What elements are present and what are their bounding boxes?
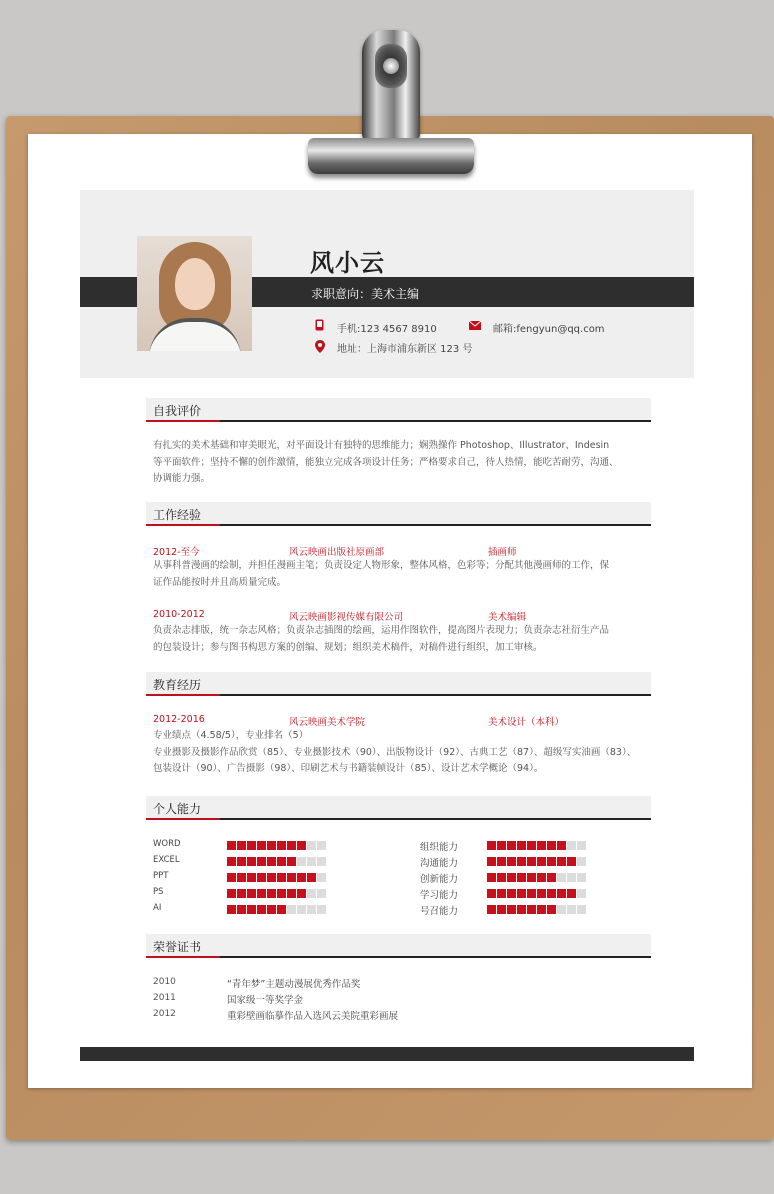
rating-square	[287, 905, 296, 914]
rating-square	[527, 905, 536, 914]
edu-line: 专业摄影及摄影作品欣赏（85）、专业摄影技术（90）、出版物设计（92）、古典工艺（87）、超级写实油画（83）、	[153, 746, 637, 758]
rating-square	[277, 905, 286, 914]
rating-square	[517, 889, 526, 898]
rating-square	[497, 841, 506, 850]
section-title: 荣誉证书	[153, 940, 202, 954]
rating-square	[517, 873, 526, 882]
rating-square	[247, 857, 256, 866]
rating-square	[577, 841, 586, 850]
rating-square	[507, 905, 516, 914]
section-header-education	[146, 672, 651, 696]
honor-year: 2010	[153, 977, 176, 987]
job-role: 美术编辑	[488, 612, 527, 623]
skill-name: PS	[153, 887, 164, 897]
job-description	[153, 558, 647, 591]
rating-square	[317, 905, 326, 914]
rating-square	[497, 873, 506, 882]
skill-name: PPT	[153, 871, 169, 881]
job-intention: 求职意向：美术主编	[311, 287, 420, 301]
binder-clip-base	[308, 138, 474, 174]
rating-square	[237, 841, 246, 850]
skill-name: 学习能力	[420, 890, 459, 901]
rating-square	[247, 889, 256, 898]
rating-square	[527, 857, 536, 866]
rating-square	[317, 841, 326, 850]
job-line: 的包装设计；参与图书构思方案的创编、规划；组织美术稿件，对稿件进行组织，加工审核。	[153, 641, 543, 653]
rating-square	[527, 889, 536, 898]
rating-square	[267, 857, 276, 866]
rating-square	[507, 841, 516, 850]
section-title: 工作经验	[153, 508, 202, 522]
edu-line: 专业绩点（4.58/5），专业排名（5）	[153, 730, 309, 741]
edu-period: 2012-2016	[153, 714, 205, 725]
rating-square	[567, 905, 576, 914]
rating-square	[537, 889, 546, 898]
rating-square	[267, 889, 276, 898]
skill-name: EXCEL	[153, 855, 180, 865]
skill-name: WORD	[153, 839, 181, 849]
rating-square	[257, 873, 266, 882]
job-line: 证作品能按时并且高质量完成。	[153, 576, 287, 588]
skill-rating-bar	[227, 873, 326, 882]
rating-square	[317, 889, 326, 898]
rating-square	[517, 841, 526, 850]
rating-square	[267, 873, 276, 882]
rating-square	[227, 857, 236, 866]
location-pin-icon	[315, 340, 325, 353]
job-description	[153, 623, 647, 656]
rating-square	[557, 905, 566, 914]
rating-square	[227, 873, 236, 882]
mail-icon	[469, 321, 481, 330]
rating-square	[487, 889, 496, 898]
rating-square	[297, 873, 306, 882]
skill-rating-bar	[487, 889, 586, 898]
rating-square	[247, 905, 256, 914]
job-line: 从事科普漫画的绘制，并担任漫画主笔；负责设定人物形象，整体风格，色彩等；分配其他漫画师的工作，保	[153, 560, 610, 571]
self-eval-text	[153, 438, 647, 488]
skill-rating-bar	[227, 857, 326, 866]
rating-square	[247, 873, 256, 882]
rating-square	[517, 905, 526, 914]
skill-name: 组织能力	[420, 842, 459, 853]
skill-name: 创新能力	[420, 874, 459, 885]
job-company: 风云映画出版社原画部	[289, 547, 385, 558]
rating-square	[247, 841, 256, 850]
rating-square	[307, 889, 316, 898]
skill-rating-bar	[487, 841, 586, 850]
skill-rating-bar	[227, 905, 326, 914]
rating-square	[507, 857, 516, 866]
rating-square	[487, 905, 496, 914]
rating-square	[547, 889, 556, 898]
rating-square	[497, 857, 506, 866]
section-header-honors	[146, 934, 651, 958]
rating-square	[557, 841, 566, 850]
rating-square	[287, 841, 296, 850]
rating-square	[557, 889, 566, 898]
rating-square	[317, 873, 326, 882]
phone-text: 手机:123 4567 8910	[337, 324, 437, 335]
skill-rating-bar	[487, 857, 586, 866]
rating-square	[257, 841, 266, 850]
rating-square	[237, 889, 246, 898]
rating-square	[237, 873, 246, 882]
section-title: 个人能力	[153, 802, 202, 816]
rating-square	[257, 905, 266, 914]
rating-square	[307, 857, 316, 866]
honor-text: 国家级一等奖学金	[227, 995, 304, 1006]
rating-square	[557, 857, 566, 866]
rating-square	[567, 841, 576, 850]
rating-square	[307, 841, 316, 850]
rating-square	[297, 889, 306, 898]
rating-square	[567, 873, 576, 882]
rating-square	[307, 905, 316, 914]
edu-description	[153, 728, 647, 778]
skill-name: 号召能力	[420, 906, 459, 917]
rating-square	[487, 873, 496, 882]
rating-square	[497, 905, 506, 914]
rating-square	[277, 857, 286, 866]
job-role: 插画师	[488, 547, 517, 558]
honor-year: 2012	[153, 1009, 176, 1019]
rating-square	[577, 889, 586, 898]
job-company: 风云映画影视传媒有限公司	[289, 612, 404, 623]
rating-square	[287, 889, 296, 898]
skill-rating-bar	[227, 889, 326, 898]
rating-square	[227, 905, 236, 914]
rating-square	[317, 857, 326, 866]
job-period: 2010-2012	[153, 609, 205, 620]
rating-square	[547, 873, 556, 882]
rating-square	[537, 857, 546, 866]
email-text: 邮箱:fengyun@qq.com	[493, 324, 605, 335]
rating-square	[547, 905, 556, 914]
rating-square	[297, 905, 306, 914]
profile-photo	[137, 236, 252, 351]
rating-square	[277, 841, 286, 850]
edu-school: 风云映画美术学院	[289, 717, 366, 728]
self-eval-line: 等平面软件；坚持不懈的创作激情，能独立完成各项设计任务；严格要求自己，待人热情，能吃苦耐劳，沟通、	[153, 456, 619, 468]
rating-square	[287, 857, 296, 866]
rating-square	[507, 873, 516, 882]
rating-square	[497, 889, 506, 898]
skill-rating-bar	[487, 905, 586, 914]
rating-square	[487, 841, 496, 850]
skill-rating-bar	[227, 841, 326, 850]
section-title: 教育经历	[153, 678, 202, 692]
rating-square	[537, 841, 546, 850]
rating-square	[267, 905, 276, 914]
rating-square	[277, 873, 286, 882]
honor-year: 2011	[153, 993, 176, 1003]
section-header-work	[146, 502, 651, 526]
rating-square	[567, 889, 576, 898]
rating-square	[257, 889, 266, 898]
address-text: 地址：上海市浦东新区 123 号	[337, 344, 473, 355]
rating-square	[537, 905, 546, 914]
honor-text: 重彩壁画临摹作品入选风云美院重彩画展	[227, 1011, 399, 1022]
rating-square	[487, 857, 496, 866]
skill-name: AI	[153, 903, 162, 913]
honor-text: “青年梦”主题动漫展优秀作品奖	[227, 979, 361, 990]
rating-square	[577, 905, 586, 914]
rating-square	[227, 889, 236, 898]
rating-square	[297, 841, 306, 850]
skill-rating-bar	[487, 873, 586, 882]
section-title: 自我评价	[153, 404, 202, 418]
section-header-skills	[146, 796, 651, 820]
self-eval-line: 协调能力强。	[153, 473, 211, 484]
rating-square	[267, 841, 276, 850]
rating-square	[577, 873, 586, 882]
job-period: 2012-至今	[153, 547, 200, 558]
rating-square	[527, 841, 536, 850]
skill-name: 沟通能力	[420, 858, 459, 869]
rating-square	[557, 873, 566, 882]
section-header-self-eval	[146, 398, 651, 422]
rating-square	[277, 889, 286, 898]
rating-square	[257, 857, 266, 866]
rating-square	[237, 857, 246, 866]
candidate-name: 风小云	[310, 249, 385, 277]
edu-major: 美术设计（本科）	[488, 717, 565, 728]
rating-square	[547, 841, 556, 850]
rating-square	[577, 857, 586, 866]
rating-square	[527, 873, 536, 882]
rating-square	[307, 873, 316, 882]
rating-square	[537, 873, 546, 882]
rating-square	[507, 889, 516, 898]
binder-clip-rivet	[383, 58, 399, 74]
rating-square	[547, 857, 556, 866]
rating-square	[287, 873, 296, 882]
rating-square	[237, 905, 246, 914]
rating-square	[227, 841, 236, 850]
footer-dark-bar	[80, 1047, 694, 1061]
rating-square	[567, 857, 576, 866]
edu-line: 包装设计（90）、广告摄影（98）、印刷艺术与书籍装帧设计（85）、设计艺术学概论（94）。	[153, 763, 544, 774]
phone-icon	[315, 319, 324, 331]
self-eval-line: 有扎实的美术基础和审美眼光，对平面设计有独特的思维能力；娴熟操作 Photoshop、Illustrator、Indesin	[153, 440, 610, 451]
rating-square	[517, 857, 526, 866]
job-line: 负责杂志排版，统一杂志风格；负责杂志插图的绘画，运用作图软件，提高图片表现力；负责杂志社衍生产品	[153, 625, 610, 636]
rating-square	[297, 857, 306, 866]
